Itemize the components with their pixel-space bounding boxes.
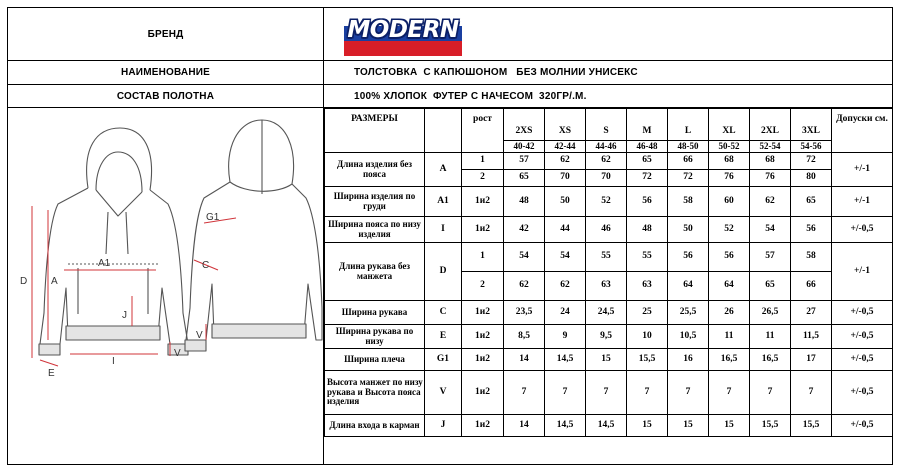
drawing-label-j: J	[122, 310, 127, 321]
hoodie-technical-drawing	[8, 108, 324, 464]
measure-name: Ширина плеча	[325, 349, 425, 371]
table-row	[325, 153, 893, 170]
measure-code: A1	[425, 187, 462, 217]
value-cell: 64	[709, 272, 750, 301]
value-cell: 7	[668, 371, 709, 415]
measure-name: Высота манжет по низу рукава и Высота пояса изделия	[325, 371, 425, 415]
value-cell: 15,5	[750, 415, 791, 437]
sizes-header: РАЗМЕРЫ	[325, 109, 425, 153]
height-code: 2	[462, 272, 504, 301]
size-range-6: 52-54	[750, 141, 791, 153]
value-cell: 11	[709, 325, 750, 349]
measure-code: C	[425, 301, 462, 325]
drawing-label-v-back: V	[196, 330, 203, 341]
value-cell: 54	[750, 217, 791, 243]
value-cell: 65	[627, 153, 668, 170]
size-range-4: 48-50	[668, 141, 709, 153]
measure-code: V	[425, 371, 462, 415]
value-cell: 10	[627, 325, 668, 349]
value-cell: 54	[545, 243, 586, 272]
value-cell: 15	[668, 415, 709, 437]
value-cell: 7	[791, 371, 832, 415]
value-cell: 54	[504, 243, 545, 272]
value-cell: 57	[504, 153, 545, 170]
height-header: рост	[462, 109, 504, 153]
size-header-3XL: 3XL	[791, 109, 832, 141]
value-cell: 14	[504, 349, 545, 371]
table-row	[325, 187, 893, 217]
brand-logo	[344, 11, 462, 56]
value-cell: 52	[709, 217, 750, 243]
value-cell: 56	[791, 217, 832, 243]
table-row	[325, 415, 893, 437]
height-code: 1и2	[462, 187, 504, 217]
value-cell: 63	[586, 272, 627, 301]
value-cell: 25	[627, 301, 668, 325]
composition-row	[8, 85, 892, 108]
value-cell: 10,5	[668, 325, 709, 349]
value-cell: 65	[791, 187, 832, 217]
name-row	[8, 61, 892, 85]
value-cell: 11	[750, 325, 791, 349]
tolerance-value: +/-0,5	[832, 217, 893, 243]
tolerance-value: +/-0,5	[832, 301, 893, 325]
value-cell: 25,5	[668, 301, 709, 325]
tolerance-value: +/-1	[832, 187, 893, 217]
table-row	[325, 217, 893, 243]
tolerance-value: +/-0,5	[832, 349, 893, 371]
measure-code: A	[425, 153, 462, 187]
size-range-1: 42-44	[545, 141, 586, 153]
value-cell: 46	[586, 217, 627, 243]
size-header-XS: XS	[545, 109, 586, 141]
value-cell: 15	[586, 349, 627, 371]
drawing-label-e: E	[48, 368, 55, 379]
value-cell: 24	[545, 301, 586, 325]
value-cell: 9,5	[586, 325, 627, 349]
table-row	[325, 349, 893, 371]
value-cell: 62	[750, 187, 791, 217]
header-row-sizes	[325, 109, 893, 141]
value-cell: 16,5	[750, 349, 791, 371]
composition-value: 100% ХЛОПОК ФУТЕР С НАЧЕСОМ 320ГР/.М.	[354, 90, 587, 102]
name-value: ТОЛСТОВКА С КАПЮШОНОМ БЕЗ МОЛНИИ УНИСЕКС	[354, 67, 638, 78]
value-cell: 62	[545, 153, 586, 170]
value-cell: 52	[586, 187, 627, 217]
value-cell: 72	[791, 153, 832, 170]
tolerance-header: Допуски см.	[832, 109, 893, 153]
measure-code: G1	[425, 349, 462, 371]
value-cell: 15,5	[791, 415, 832, 437]
value-cell: 56	[627, 187, 668, 217]
size-range-7: 54-56	[791, 141, 832, 153]
tolerance-value: +/-0,5	[832, 371, 893, 415]
value-cell: 72	[668, 170, 709, 187]
value-cell: 62	[504, 272, 545, 301]
size-range-0: 40-42	[504, 141, 545, 153]
height-code: 1и2	[462, 301, 504, 325]
value-cell: 48	[504, 187, 545, 217]
size-table	[324, 108, 893, 437]
value-cell: 55	[586, 243, 627, 272]
value-cell: 14,5	[545, 415, 586, 437]
value-cell: 9	[545, 325, 586, 349]
value-cell: 68	[709, 153, 750, 170]
size-spec-sheet	[7, 7, 893, 465]
measure-name: Ширина изделия по груди	[325, 187, 425, 217]
value-cell: 7	[627, 371, 668, 415]
value-cell: 66	[791, 272, 832, 301]
value-cell: 26,5	[750, 301, 791, 325]
measure-code: I	[425, 217, 462, 243]
value-cell: 58	[791, 243, 832, 272]
value-cell: 65	[750, 272, 791, 301]
value-cell: 16	[668, 349, 709, 371]
value-cell: 56	[668, 243, 709, 272]
measure-name: Ширина пояса по низу изделия	[325, 217, 425, 243]
drawing-label-a1: A1	[98, 258, 111, 269]
height-code: 1и2	[462, 217, 504, 243]
size-range-2: 44-46	[586, 141, 627, 153]
value-cell: 60	[709, 187, 750, 217]
height-code: 2	[462, 170, 504, 187]
value-cell: 8,5	[504, 325, 545, 349]
value-cell: 55	[627, 243, 668, 272]
value-cell: 56	[709, 243, 750, 272]
value-cell: 64	[668, 272, 709, 301]
height-code: 1и2	[462, 371, 504, 415]
value-cell: 24,5	[586, 301, 627, 325]
value-cell: 68	[750, 153, 791, 170]
value-cell: 7	[586, 371, 627, 415]
table-row	[325, 243, 893, 272]
value-cell: 7	[545, 371, 586, 415]
value-cell: 14,5	[586, 415, 627, 437]
value-cell: 15,5	[627, 349, 668, 371]
value-cell: 80	[791, 170, 832, 187]
table-row	[325, 371, 893, 415]
measure-code: E	[425, 325, 462, 349]
height-code: 1и2	[462, 325, 504, 349]
measure-name: Ширина рукава по низу	[325, 325, 425, 349]
measure-name: Длина входа в карман	[325, 415, 425, 437]
value-cell: 76	[709, 170, 750, 187]
value-cell: 7	[709, 371, 750, 415]
name-label: НАИМЕНОВАНИЕ	[8, 61, 324, 84]
empty-code-header	[425, 109, 462, 153]
table-row	[325, 325, 893, 349]
value-cell: 23,5	[504, 301, 545, 325]
value-cell: 27	[791, 301, 832, 325]
size-header-2XS: 2XS	[504, 109, 545, 141]
drawing-label-v-front: V	[174, 348, 181, 359]
value-cell: 44	[545, 217, 586, 243]
measure-name: Ширина рукава	[325, 301, 425, 325]
value-cell: 17	[791, 349, 832, 371]
value-cell: 16,5	[709, 349, 750, 371]
value-cell: 42	[504, 217, 545, 243]
composition-label: СОСТАВ ПОЛОТНА	[8, 85, 324, 107]
drawing-label-d: D	[20, 276, 28, 287]
measure-code: D	[425, 243, 462, 301]
size-header-2XL: 2XL	[750, 109, 791, 141]
hoodie-sketch	[8, 108, 324, 464]
value-cell: 63	[627, 272, 668, 301]
size-range-5: 50-52	[709, 141, 750, 153]
tolerance-value: +/-0,5	[832, 415, 893, 437]
height-code: 1	[462, 243, 504, 272]
tolerance-value: +/-0,5	[832, 325, 893, 349]
value-cell: 70	[545, 170, 586, 187]
brand-row	[8, 8, 892, 61]
value-cell: 50	[668, 217, 709, 243]
value-cell: 14	[504, 415, 545, 437]
value-cell: 48	[627, 217, 668, 243]
table-row	[325, 301, 893, 325]
tolerance-value: +/-1	[832, 153, 893, 187]
drawing-label-c: C	[202, 260, 210, 271]
value-cell: 7	[504, 371, 545, 415]
size-header-L: L	[668, 109, 709, 141]
size-header-S: S	[586, 109, 627, 141]
measure-name: Длина изделия без пояса	[325, 153, 425, 187]
size-header-XL: XL	[709, 109, 750, 141]
value-cell: 7	[750, 371, 791, 415]
brand-label: БРЕНД	[8, 8, 324, 60]
tolerance-value: +/-1	[832, 243, 893, 301]
height-code: 1и2	[462, 349, 504, 371]
value-cell: 57	[750, 243, 791, 272]
value-cell: 62	[545, 272, 586, 301]
size-range-3: 46-48	[627, 141, 668, 153]
value-cell: 62	[586, 153, 627, 170]
value-cell: 15	[627, 415, 668, 437]
drawing-label-a: A	[51, 276, 58, 287]
value-cell: 11,5	[791, 325, 832, 349]
value-cell: 66	[668, 153, 709, 170]
value-cell: 50	[545, 187, 586, 217]
drawing-label-g1: G1	[206, 212, 220, 223]
size-header-M: M	[627, 109, 668, 141]
value-cell: 70	[586, 170, 627, 187]
value-cell: 76	[750, 170, 791, 187]
measure-code: J	[425, 415, 462, 437]
drawing-label-i: I	[112, 356, 115, 367]
value-cell: 26	[709, 301, 750, 325]
value-cell: 72	[627, 170, 668, 187]
height-code: 1и2	[462, 415, 504, 437]
measure-name: Длина рукава без манжета	[325, 243, 425, 301]
value-cell: 14,5	[545, 349, 586, 371]
brand-logo-text: MODERN	[347, 17, 459, 43]
value-cell: 15	[709, 415, 750, 437]
value-cell: 65	[504, 170, 545, 187]
value-cell: 58	[668, 187, 709, 217]
height-code: 1	[462, 153, 504, 170]
